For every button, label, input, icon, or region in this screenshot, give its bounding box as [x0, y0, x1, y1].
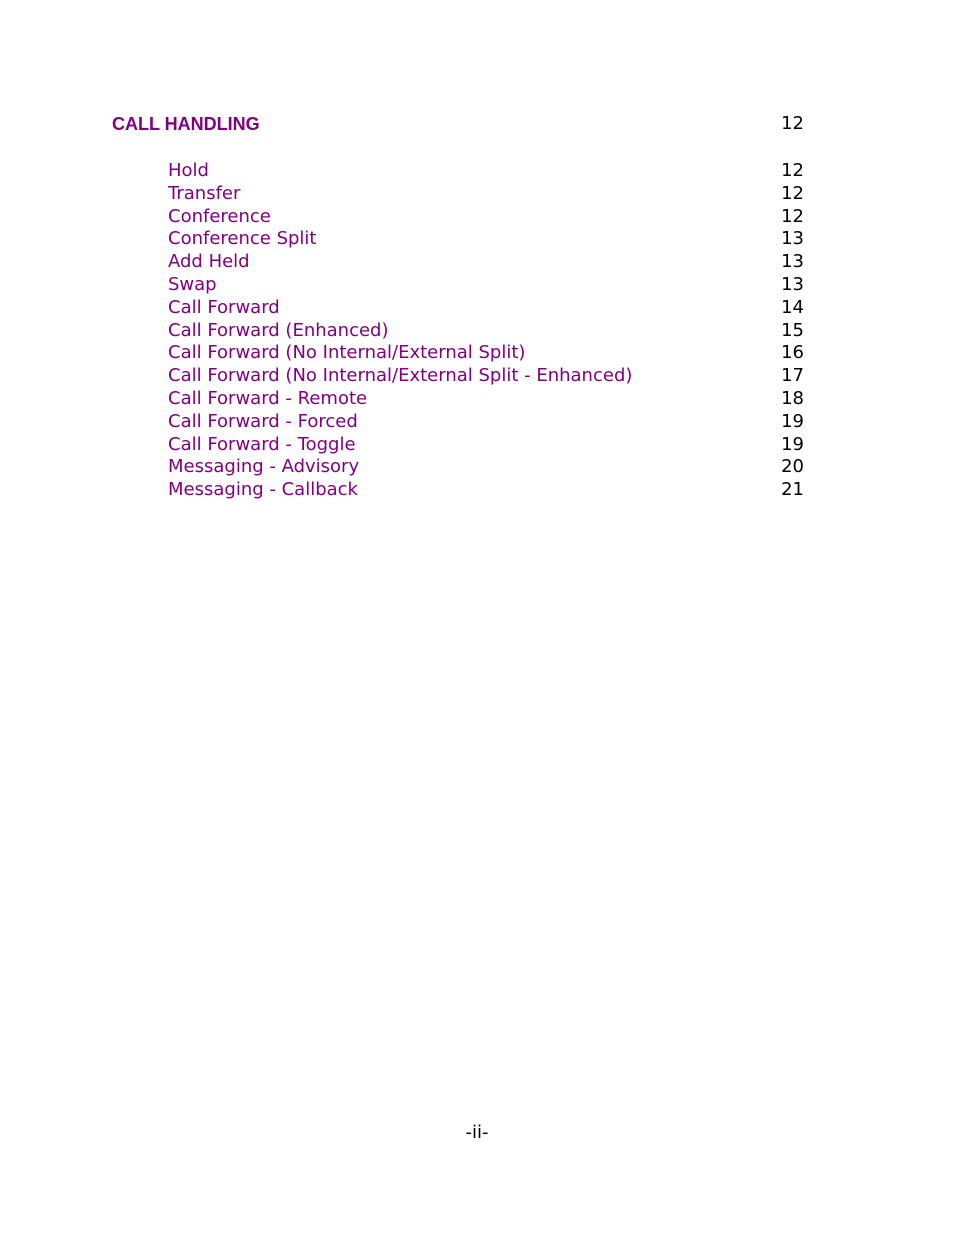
toc-entry-label[interactable]: Transfer — [168, 182, 241, 204]
toc-entry-page: 17 — [781, 365, 804, 387]
toc-entry-hold[interactable] — [168, 160, 804, 183]
toc-entry-label[interactable]: Swap — [168, 273, 217, 295]
toc-entry-messaging-callback[interactable] — [168, 479, 804, 502]
toc-entry-page: 15 — [781, 319, 804, 341]
toc-section-call-handling[interactable] — [112, 113, 804, 135]
toc-entry-page: 13 — [781, 273, 804, 295]
toc-entry-call-forward-remote[interactable] — [168, 388, 804, 411]
toc-entry-page: 12 — [781, 160, 804, 181]
toc-entry-page: 13 — [781, 251, 804, 273]
toc-entry-page: 16 — [781, 342, 804, 364]
section-page-number: 12 — [781, 113, 804, 134]
toc-entry-conference-split[interactable] — [168, 228, 804, 251]
toc-entry-label[interactable]: Conference — [168, 205, 271, 227]
section-title-link[interactable]: CALL HANDLING — [112, 114, 260, 134]
toc-entry-label[interactable]: Messaging - Advisory — [168, 456, 360, 478]
toc-entry-label[interactable]: Call Forward (Enhanced) — [168, 319, 389, 341]
toc-entry-swap[interactable] — [168, 274, 804, 297]
toc-entry-transfer[interactable] — [168, 183, 804, 206]
toc-entry-page: 19 — [781, 433, 804, 455]
toc-entry-call-forward[interactable] — [168, 297, 804, 320]
toc-entry-label[interactable]: Call Forward (No Internal/External Split) — [168, 342, 526, 364]
toc-entry-page: 21 — [781, 479, 804, 501]
toc-entry-label[interactable]: Call Forward - Forced — [168, 410, 358, 432]
toc-entry-label[interactable]: Add Held — [168, 251, 250, 273]
toc-entry-label[interactable]: Call Forward — [168, 296, 280, 318]
toc-entry-call-forward-toggle[interactable] — [168, 434, 804, 457]
toc-entry-page: 13 — [781, 228, 804, 250]
toc-entry-label[interactable]: Call Forward (No Internal/External Split - Enhanced) — [168, 365, 633, 387]
toc-entry-label[interactable]: Call Forward - Toggle — [168, 433, 356, 455]
toc-entry-page: 14 — [781, 296, 804, 318]
toc-entry-label[interactable]: Call Forward - Remote — [168, 387, 368, 409]
toc-entry-call-forward-no-split[interactable] — [168, 342, 804, 365]
toc-entries — [168, 160, 804, 502]
page-footer-number: -ii- — [465, 1122, 489, 1143]
toc-entry-call-forward-no-split-enhanced[interactable] — [168, 365, 804, 388]
toc-entry-conference[interactable] — [168, 206, 804, 229]
toc-entry-label[interactable]: Messaging - Callback — [168, 479, 358, 501]
toc-entry-call-forward-enhanced[interactable] — [168, 320, 804, 343]
toc-entry-page: 19 — [781, 410, 804, 432]
toc-entry-call-forward-forced[interactable] — [168, 411, 804, 434]
toc-entry-page: 12 — [781, 205, 804, 227]
toc-entry-label[interactable]: Hold — [168, 160, 209, 181]
toc-entry-label[interactable]: Conference Split — [168, 228, 317, 250]
toc-entry-page: 20 — [781, 456, 804, 478]
toc-entry-page: 12 — [781, 182, 804, 204]
toc-entry-add-held[interactable] — [168, 251, 804, 274]
toc-entry-messaging-advisory[interactable] — [168, 456, 804, 479]
toc-entry-page: 18 — [781, 387, 804, 409]
